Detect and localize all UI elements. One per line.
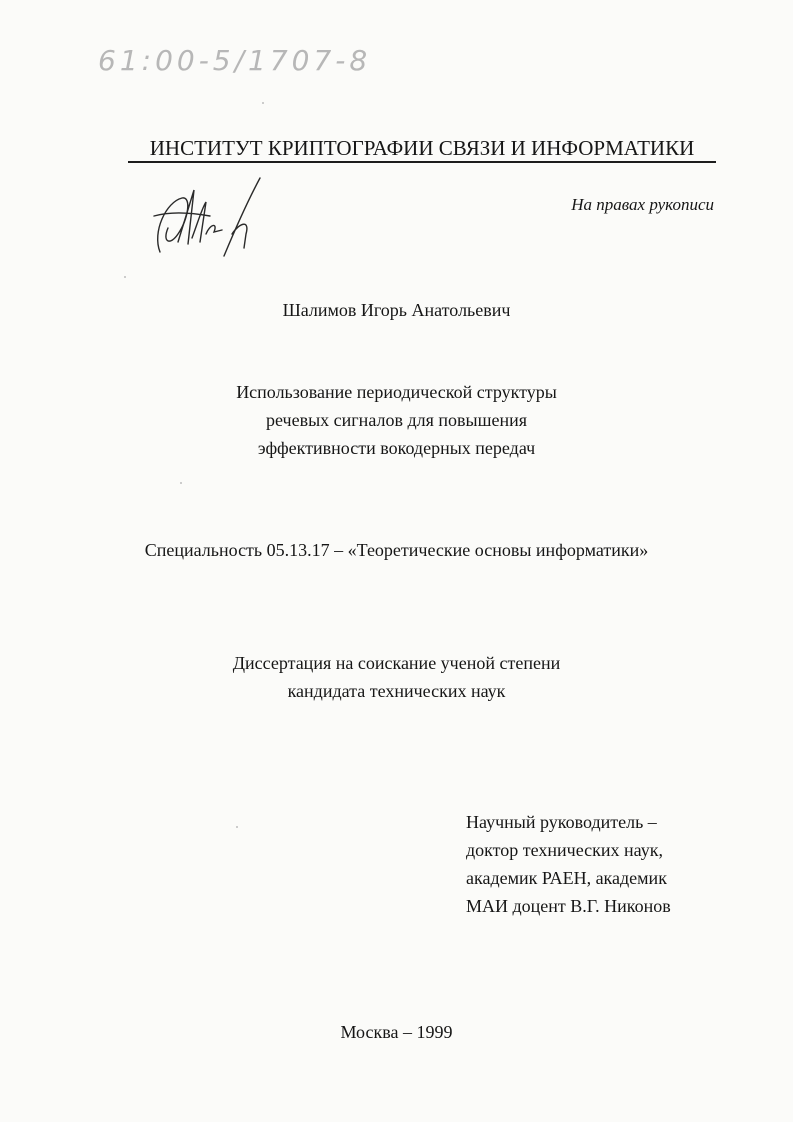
advisor-line: Научный руководитель –: [466, 812, 657, 832]
header-rule: [128, 161, 716, 163]
advisor-line: МАИ доцент В.Г. Никонов: [466, 896, 671, 916]
signature-icon: [148, 172, 274, 264]
dissertation-title: [0, 378, 793, 462]
scan-speck: [124, 276, 126, 278]
catalog-stamp: 61:00-5/1707-8: [98, 44, 372, 77]
scan-speck: [262, 102, 264, 104]
institute-name: ИНСТИТУТ КРИПТОГРАФИИ СВЯЗИ И ИНФОРМАТИКИ: [149, 136, 695, 160]
author-name: Шалимов Игорь Анатольевич: [282, 300, 511, 320]
place-year: Москва – 1999: [340, 1022, 453, 1042]
advisor-line: академик РАЕН, академик: [466, 868, 667, 888]
title-line: Использование периодической структуры: [236, 382, 557, 402]
specialty: Специальность 05.13.17 – «Теоретические основы информатики»: [144, 540, 649, 560]
advisor-line: доктор технических наук,: [466, 840, 663, 860]
degree-line: кандидата технических наук: [287, 681, 506, 701]
degree-statement: [0, 649, 793, 705]
title-line: речевых сигналов для повышения: [266, 410, 527, 430]
degree-line: Диссертация на соискание ученой степени: [232, 653, 561, 673]
scan-speck: [236, 826, 238, 828]
title-line: эффективности вокодерных передач: [257, 438, 536, 458]
rights-note: На правах рукописи: [571, 195, 714, 214]
scan-speck: [180, 482, 182, 484]
advisor-block: [466, 808, 671, 920]
